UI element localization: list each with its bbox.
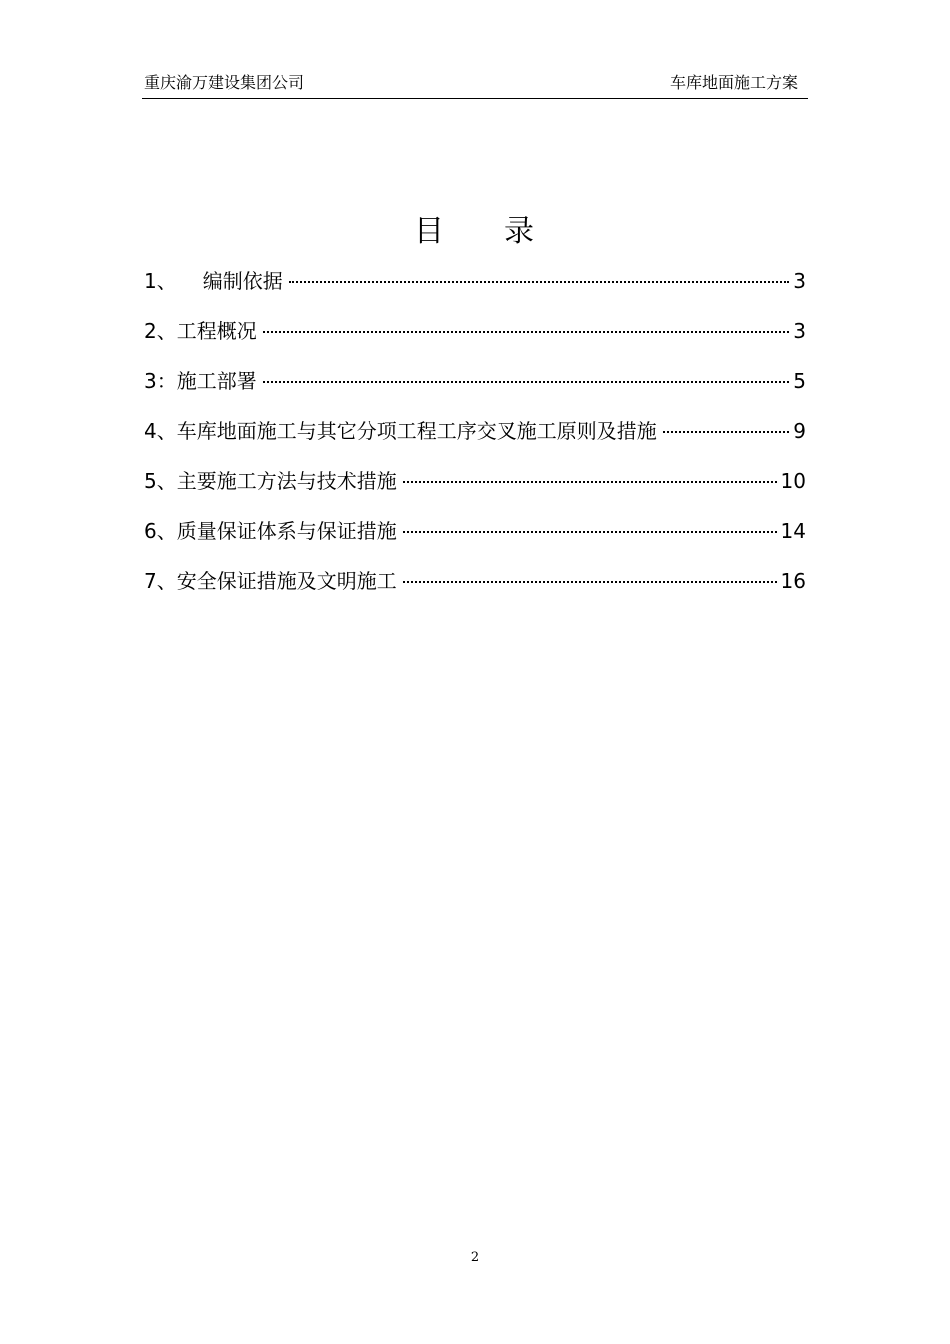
toc-leader-dots (289, 281, 790, 283)
toc-entry-1[interactable] (144, 264, 806, 314)
toc-entry-page: 5 (793, 369, 806, 393)
toc-leader-dots (263, 331, 790, 333)
toc-entry-page: 14 (780, 519, 806, 543)
toc-leader-dots (403, 531, 777, 533)
toc-entry-text: 质量保证体系与保证措施 (176, 519, 397, 543)
toc-entry-2[interactable] (144, 314, 806, 364)
toc-entry-number: 5、 (144, 469, 177, 493)
toc-entry-page: 9 (793, 419, 806, 443)
toc-entry-7[interactable] (144, 564, 806, 614)
toc-entry-number: 4、 (144, 419, 177, 443)
toc-entry-page: 3 (793, 269, 806, 293)
toc-leader-dots (663, 431, 790, 433)
page-header (142, 68, 808, 99)
footer-page-number: 2 (470, 1250, 480, 1265)
toc-entry-page: 10 (780, 469, 806, 493)
toc-entry-text: 安全保证措施及文明施工 (176, 569, 397, 593)
toc-entry-number: 3： (144, 369, 177, 393)
toc-entry-6[interactable] (144, 514, 806, 564)
toc-entry-4[interactable] (144, 414, 806, 464)
toc-entry-text: 车库地面施工与其它分项工程工序交叉施工原则及措施 (176, 419, 657, 443)
toc-title-char-1: 目 (414, 214, 446, 249)
toc-title-char-2: 录 (504, 214, 536, 249)
toc-entry-text: 工程概况 (176, 319, 257, 343)
header-company: 重庆渝万建设集团公司 (144, 73, 305, 92)
toc-entry-number: 1、 (144, 269, 177, 293)
toc-entry-number: 2、 (144, 319, 177, 343)
toc-leader-dots (263, 381, 790, 383)
toc-entry-number: 7、 (144, 569, 177, 593)
toc-title (0, 206, 950, 250)
header-doc-title: 车库地面施工方案 (669, 73, 798, 92)
toc-leader-dots (403, 481, 777, 483)
toc-entry-page: 16 (780, 569, 806, 593)
toc-entry-text: 编制依据 (202, 269, 283, 293)
toc-entry-3[interactable] (144, 364, 806, 414)
toc-leader-dots (403, 581, 777, 583)
toc-entry-text: 施工部署 (176, 369, 257, 393)
toc-entry-number: 6、 (144, 519, 177, 543)
toc-entry-text: 主要施工方法与技术措施 (176, 469, 397, 493)
toc-list (144, 264, 806, 614)
toc-entry-5[interactable] (144, 464, 806, 514)
toc-entry-page: 3 (793, 319, 806, 343)
